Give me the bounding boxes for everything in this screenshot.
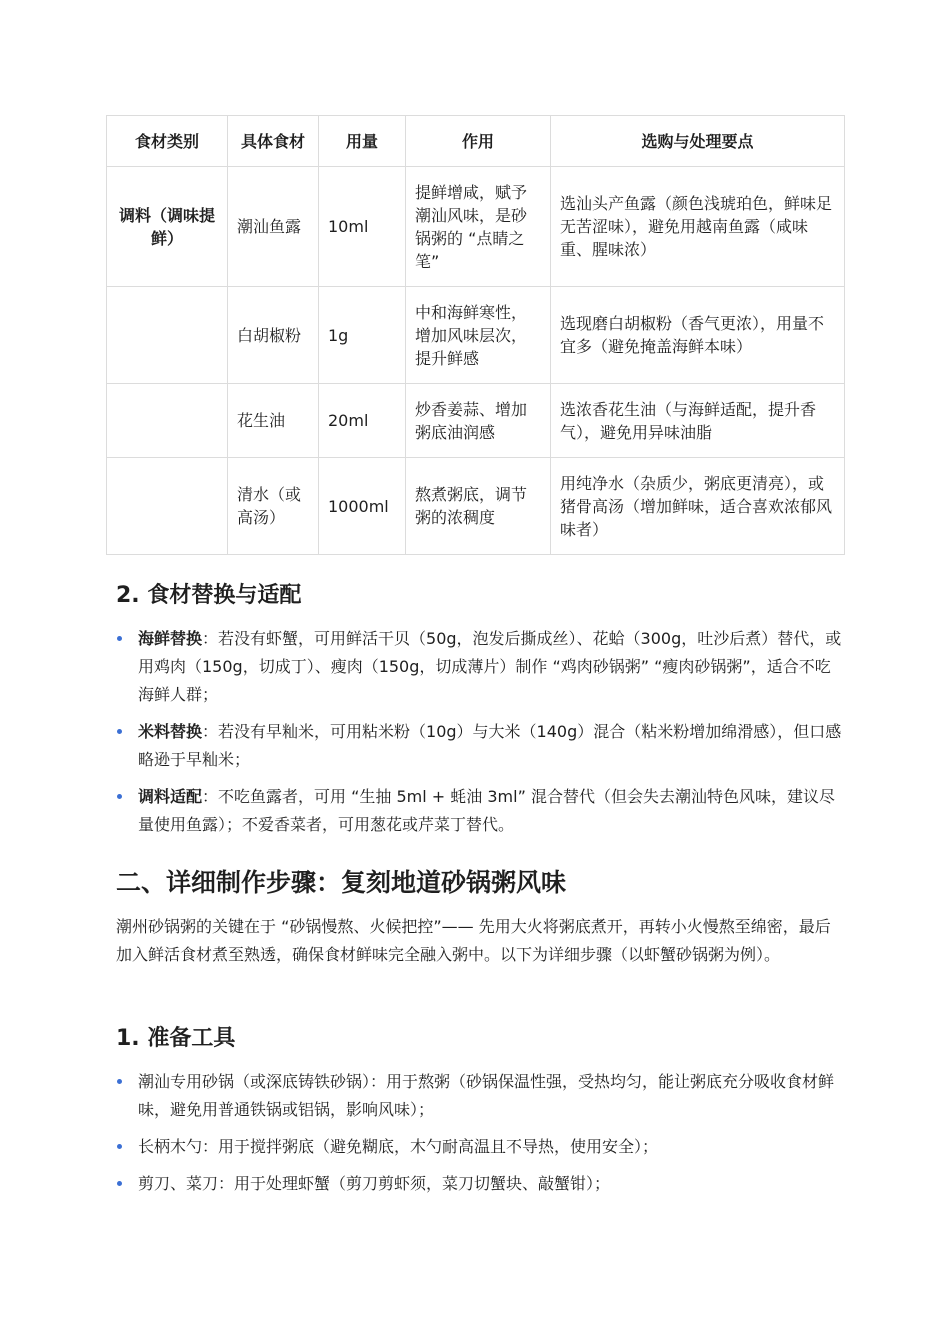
substitution-heading: 2. 食材替换与适配: [116, 583, 302, 608]
ingredient-cell: 花生油: [228, 384, 319, 458]
bullet-icon: [117, 1144, 122, 1149]
substitution-list: [116, 625, 844, 848]
table-row: [107, 167, 845, 287]
table-header-cell: 用量: [319, 116, 406, 167]
bullet-icon: [117, 794, 122, 799]
table-header-cell: 作用: [406, 116, 551, 167]
role-cell: 熬煮粥底，调节粥的浓稠度: [406, 458, 551, 555]
role-cell: 炒香姜蒜、增加粥底油润感: [406, 384, 551, 458]
item-text: ：若没有虾蟹，可用鲜活干贝（50g，泡发后撕成丝）、花蛤（300g，吐沙后煮）替代，或用鸡肉（150g，切成丁）、瘦肉（150g，切成薄片）制作 “鸡肉砂锅粥” “瘦肉砂锅粥”，适合不吃海鲜人群；: [138, 629, 842, 704]
item-text: 潮汕专用砂锅（或深底铸铁砂锅）：用于熬粥（砂锅保温性强，受热均匀，能让粥底充分吸收食材鲜味，避免用普通铁锅或铝锅，影响风味）；: [138, 1072, 835, 1119]
amount-cell: 1000ml: [319, 458, 406, 555]
table-header-cell: 选购与处理要点: [551, 116, 845, 167]
steps-intro: 潮州砂锅粥的关键在于 “砂锅慢熬、火候把控”—— 先用大火将粥底煮开，再转小火慢熬至绵密，最后加入鲜活食材煮至熟透，确保食材鲜味完全融入粥中。以下为详细步骤（以虾蟹砂锅粥为例）。: [116, 917, 831, 964]
list-item: [116, 1133, 844, 1161]
list-item: [116, 783, 844, 839]
item-text: ：若没有早籼米，可用粘米粉（10g）与大米（140g）混合（粘米粉增加绵滑感），但口感略逊于早籼米；: [138, 722, 842, 769]
ingredient-cell: 清水（或高汤）: [228, 458, 319, 555]
item-lead: 调料适配: [138, 787, 203, 806]
tips-cell: 选浓香花生油（与海鲜适配，提升香气），避免用异味油脂: [551, 384, 845, 458]
tips-cell: 用纯净水（杂质少，粥底更清亮），或猪骨高汤（增加鲜味，适合喜欢浓郁风味者）: [551, 458, 845, 555]
ingredient-cell: 潮汕鱼露: [228, 167, 319, 287]
table-header-cell: 具体食材: [228, 116, 319, 167]
list-item: [116, 1170, 844, 1198]
bullet-icon: [117, 636, 122, 641]
amount-cell: 10ml: [319, 167, 406, 287]
table-row: [107, 384, 845, 458]
role-cell: 提鲜增咸，赋予潮汕风味，是砂锅粥的 “点睛之笔”: [406, 167, 551, 287]
table-header-cell: 食材类别: [107, 116, 228, 167]
category-cell: [107, 458, 228, 555]
amount-cell: 20ml: [319, 384, 406, 458]
tips-cell: 选汕头产鱼露（颜色浅琥珀色，鲜味足无苦涩味），避免用越南鱼露（咸味重、腥味浓）: [551, 167, 845, 287]
item-text: 剪刀、菜刀：用于处理虾蟹（剪刀剪虾须，菜刀切蟹块、敲蟹钳）；: [138, 1174, 611, 1193]
table-row: [107, 287, 845, 384]
tools-heading: 1. 准备工具: [116, 1026, 236, 1051]
category-cell: 调料（调味提鲜）: [107, 167, 228, 287]
item-lead: 米料替换: [138, 722, 203, 741]
list-item: [116, 718, 844, 774]
table-row: [107, 458, 845, 555]
ingredient-cell: 白胡椒粉: [228, 287, 319, 384]
steps-heading: 二、详细制作步骤：复刻地道砂锅粥风味: [116, 868, 567, 897]
list-item: [116, 1068, 844, 1124]
table-header-row: [107, 116, 845, 167]
role-cell: 中和海鲜寒性，增加风味层次，提升鲜感: [406, 287, 551, 384]
tips-cell: 选现磨白胡椒粉（香气更浓），用量不宜多（避免掩盖海鲜本味）: [551, 287, 845, 384]
bullet-icon: [117, 1079, 122, 1084]
ingredients-table: [106, 115, 845, 555]
bullet-icon: [117, 1181, 122, 1186]
bullet-icon: [117, 729, 122, 734]
tools-list: [116, 1068, 844, 1207]
item-lead: 海鲜替换: [138, 629, 203, 648]
list-item: [116, 625, 844, 709]
item-text: 长柄木勺：用于搅拌粥底（避免糊底，木勺耐高温且不导热，使用安全）；: [138, 1137, 659, 1156]
amount-cell: 1g: [319, 287, 406, 384]
item-text: ：不吃鱼露者，可用 “生抽 5ml + 蚝油 3ml” 混合替代（但会失去潮汕特色风味，建议尽量使用鱼露）；不爱香菜者，可用葱花或芹菜丁替代。: [138, 787, 835, 834]
category-cell: [107, 287, 228, 384]
category-cell: [107, 384, 228, 458]
